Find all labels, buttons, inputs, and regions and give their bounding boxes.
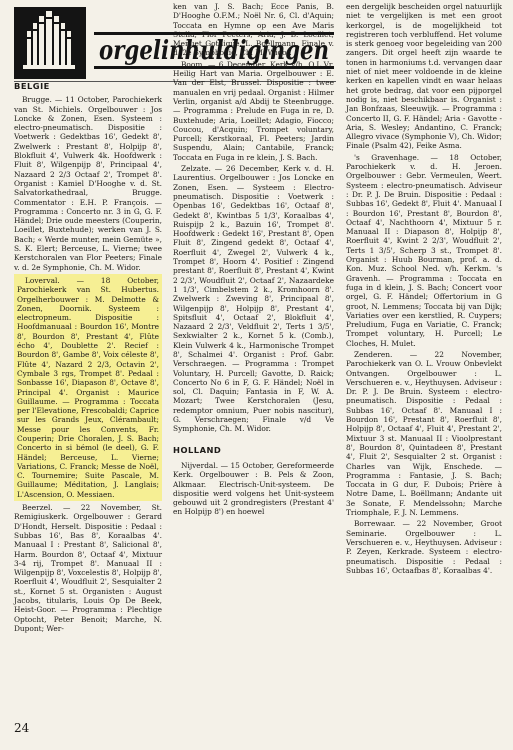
page-heading: orgelinhuldigingen [99,36,329,66]
page-number: 24 [14,721,30,735]
report-zenderen: Zenderen. — 22 November, Parochiekerk van O. L. Vrouw Onbevlekt Ontvangen. Orgelbouwer : L. Verschueren e. v., Heythuysen. Adviseur : Dr. P. J. De Bruin. Systeem : electro-pneumatisch. Dispositie : Pedaal : Subbas 16', Octaaf 8'. Manuaal I : Bourdon 16', Prestant 8', Roerfluit 8', Holpijp 8', Octaaf 4', Fluit 4', Prestant 2', Mixtuur 3 st. Manuaal II : Vioolprestant 8', Bourdon 8', Quintadeen 8', Prestant 4', Fluit 2', Sesquialter 2 st. Organist : Charles van Wijk, Enschede. — Programma : Fantasie, J. S. Bach; Toccata in G dur, F. Dubois; Prière à Notre Dame, L. Boëllmann; Andante uit 3e Sonate, F. Mendelssohn; Marche Triomphale, F. J. N. Lemmens. [346,349,503,518]
report-beerzel: Beerzel. — 22 November, St. Remigiuskerk. Orgelbouwer : Gerard D'Hondt, Herselt. Dispositie : Pedaal : Subbas 16', Bas 8', Koraalbas 4'. Manuaal I : Prestant 8', Salicional 8', Harm. Bourdon 8', Octaaf 4', Mixtuur 3-4 rij, Trompet 8'. Manuaal II : Wilgenpijp 8', Voxcelestis 8', Holpijp 8', Roerfluit 4', Woudfluit 2', Sesquialter 2 st., Kornet 5 st. Organisten : August Jacobs, titularis, Louis Op De Beek, Heist-Goor. — Programma : Plechtige Optocht, Peter Benoit; Marche, N. Dupont; Wer- [14,503,162,633]
column-2 [173,2,334,517]
country-heading-holland: HOLLAND [173,444,222,455]
report-boom: Boom. — 6 December, Kerk v/h. O.L.Vr. Heilig Hart van Maria. Orgelbouwer : E. Van der Elst, Brussel. Dispositie : twee manualen en vrij pedaal. Organist : Hilmer Verlin, organist a/d Abdij te Steenbrugge. — Programma : Prelude en Fuga in re, D. Buxtehude; Aria, Loeillet; Adagio, Fiocco; Coucou, d'Acquin; Trompet voluntary, Purcell; Kerstkoraal, Fl. Peeters; Jardin Suspendu, Alain; Cantabile, Franck; Toccata en Fuga in re klein, J. S. Bach. [173,59,334,162]
column-1 [14,82,162,633]
column-3 [346,2,502,575]
country-heading-belgie: BELGIE [14,81,50,91]
report-nijverdal: Nijverdal. — 15 October, Gereformeerde Kerk. Orgelbouwer : B. Pels & Zoon, Alkmaar. Electrisch-Unit-systeem. De dispositie werd volgens het Unit-systeem gebouwd uit 2 grondregisters (Prestant 4' en Holpijp 8') en hoewel [173,460,334,517]
report-beerzel-continued: ken van J. S. Bach; Ecce Panis, B. D'Hooghe O.F.M.; Noël Nr. 6, Cl. d'Aquin; Toccata en Hymne op een Ave Maris Stella, Flor Peeters; Aria, J. B. Loeillet; Menuet Gothique, L. Boëllmann, Finale v. d. 2e Symphonie, Ch. M. Widor. [173,2,334,58]
report-s-gravenhage: 's Gravenhage. — 18 October, Parochiekerk v. d. H. Jeroen. Orgelbouwer : Gebr. Vermeulen, Weert. Systeem : electro-pneumatisch. Adviseur : Dr. P. J. De Bruin. Dispositie : Pedaal : Subbas 16', Gedekt 8', Fluit 4'. Manuaal I : Bourdon 16', Prestant 8', Bourdon 8', Octaaf 4', Nachthoorn 4', Mixtuur 5 r. Manuaal II : Diapason 8', Holpijp 8', Roerfluit 4', Kwint 2 2/3', Woudfluit 2', Terts 1 3/5', Scherp 3 st., Trompet 8'. Organist : Huub Bourman, prof. a. d. Kon. Muz. School Ned. v/h. Kerkm. 's Gravenh. — Programma : Toccata en fuga in d klein, J. S. Bach; Concert voor orgel, G. F. Händel; Offertorium in G groot, N. Lemmens; Toccata bij van Dijk; Variaties over een kerstlied, R. Cuypers; Preludium, Fuga en Variatie, C. Franck; Trompet voluntary, H. Purcell; Le Cloches, H. Mulet. [346,152,502,348]
report-zelzate: Zelzate. — 26 December, Kerk v. d. H. Laurentius. Orgelbouwer : Jos Loncke en Zonen, Esen. — Systeem : Electro-pneumatisch. Dispositie : Voetwerk : Openbas 16', Gedektbas 16', Octaaf 8', Gedekt 8', Kwintbas 5 1/3', Koraalbas 4', Ruispijp 2 k., Bazuin 16', Trompet 8'. Hoofdwerk : Gedekt 16', Prestant 8', Open Fluit 8', Zingend gedekt 8', Octaaf 4', Roerfluit 4', Zwegel 2', Vulwerk 4 k., Trompet 8', Hoorn 4'. Positief : Zingend prestant 8', Roerfluit 8', Prestant 4', Kwint 2 2/3', Woudfluit 2', Octaaf 2', Nazaardeke 1 1/3', Cimbelstem 2 k., Kromhoorn 8'. Zwelwerk : Zweving 8', Principaal 8', Wilgenpijp 8', Holpijp 8', Prestant 4', Spitsfluit 4', Octaaf 2', Blokfluit 4', Nazaard 2 2/3', Veldfluit 2', Terts 1 3/5', Sexkwialter 2 k., Kornet 5 k. (Comb.), Klein Vulwerk 4 k., Harmonische Trompet 8', Schalmei 4'. Organist : Prof. Gabr. Verschraegen. — Programma : Trompet Voluntary, H. Purcell; Gavotte, D. Raick; Concerto No 6 in F, G. F. Händel; Noël in sol, Cl. Daquin; Fantasia in F, W. A. Mozart; Twee Kerstchoralen (Jesu, redemptor omnium, Puer nobis nascitur), G. Verschraegen; Finale v/d Ve Symphonie, Ch. M. Widor. [173,164,334,434]
report-nijverdal-continued: een dergelijk bescheiden orgel natuurlijk niet te vergelijken is met een groot kerkorgel, is de mogelijkheid tot registreren toch verbluffend. Het volume is sterk genoeg voor begeleiding van 200 zangers. Dit orgel heeft zijn waarde te tonen in harmoniums t.d. vervangen daar niet of niet meer voldoende in de kleine kerken en kapellen vindt en waar helaas het grote bedrag, dat voor een pijporgel nodig is, niet beschikbaar is. Organist : Jan Bonfzaas, Sleeuwijk. — Programma : Concerto II, G. F. Händel; Aria - Gavotte - Aria, S. Wesley; Andantino, C. Franck; Allegro vivace (Symphonie V), Ch. Widor; Finale (Psalm 42), Feike Asma. [346,2,502,151]
report-borrewaar: Borrewaar. — 22 November, Groot Seminarie. Orgelbouwer : L. Verschueren e. v., Heythuysen. Adviseur : P. Zeyen, Kerkrade. Systeem : electro-pneumatisch. Dispositie : Pedaal : Subbas 16', Octaafbas 8', Koraalbas 4'. [346,519,503,575]
report-loverval-highlighted: Loverval. — 18 October, Parochiekerk van St. Hubertus. Orgelherbouwer : M. Delmotte & Zonen, Doornik. Systeem : electropneum. Dispositie : Hoofdmanuaal : Bourdon 16', Montre 8', Bourdon 8', Prestant 4', Flûte écho 4', Doublette 2'. Recief : Bourdon 8', Gambe 8', Voix céleste 8', Flûte 4', Nazard 2 2/3, Octavin 2', Cymbale 3 rgs, Trompet 8'. Pedaal : Sonbasse 16', Diapason 8', Octave 8', Principal 4'. Organist : Maurice Guillaume. — Programma : Toccata per l'Elevatione, Frescobaldi; Caprice sur les Grands Jeux, Clérambault; Messe pour les Convents, Fr. Couperin; Drie Choralen, J. S. Bach; Concerto in si bémol (le deel), G. F. Händel; Berceuse, L. Vierne; Variations, C. Franck; Messe de Noël, C. Tournemire; Suite Pascale, M. Guillaume; Méditation, J. Langlais; L'Ascension, O. Messiaen. [14,274,162,501]
report-brugge: Brugge. — 11 October, Parochiekerk van St. Michiels. Orgelbouwer : Jos Loncke & Zonen, Esen. Systeem : electro-pneumatisch. Dispositie : Voetwerk : Gedektbas 16', Gedekt 8', Zwelwerk : Prestant 8', Holpijp 8', Blokfluit 4', Vulwerk 4k. Hoofdwerk : Fluit 8', Wilgenpijp 8', Principaal 4', Nazaard 2 2/3 Octaaf 2', Trompet 8'. Organist : Kamiel D'Hooghe v. d. St. Salvatorkathedraal, Brugge. Commentator : E.H. P. François. — Programma : Concerto nr. 3 in G, G. F. Händel; Drie oude meesters (Couperin, Loeillet, Buxtehude); werken van J. S. Bach; « Werde munter, mein Gemüte », S. K. Elert; Berceuse, L. Vierne; twee Kerstchoralen van Flor Peeters; Finale v. d. 2e Symphonie, Ch. M. Widor. [14,95,162,272]
organ-pipes-emblem-icon [14,7,86,79]
